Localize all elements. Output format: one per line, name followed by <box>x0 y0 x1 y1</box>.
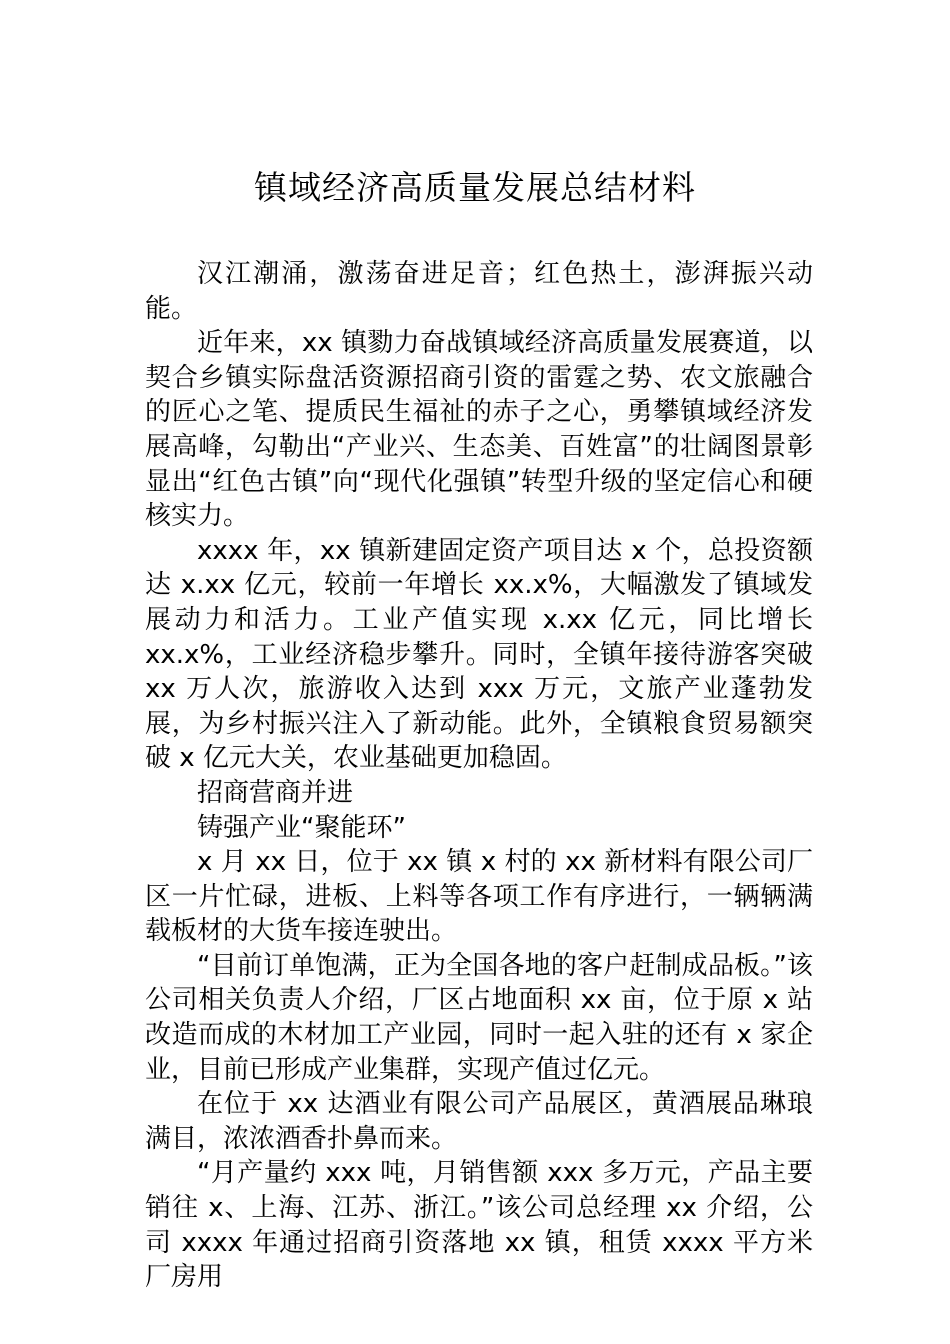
document-body <box>145 257 813 1295</box>
paragraph: 近年来，xx 镇勠力奋战镇域经济高质量发展赛道，以契合乡镇实际盘活资源招商引资的雷霆之势、农文旅融合的匠心之笔、提质民生福祉的赤子之心，勇攀镇域经济发展高峰，勾勒出“产业兴、生态美、百姓富”的壮阔图景彰显出“红色古镇”向“现代化强镇”转型升级的坚定信心和硬核实力。 <box>145 328 813 532</box>
document-title: 镇域经济高质量发展总结材料 <box>254 168 696 207</box>
paragraph: 在位于 xx 达酒业有限公司产品展区，黄酒展品琳琅满目，浓浓酒香扑鼻而来。 <box>145 1089 813 1154</box>
paragraph: “目前订单饱满，正为全国各地的客户赶制成品板。”该公司相关负责人介绍，厂区占地面积 xx 亩，位于原 x 站改造而成的木材加工产业园，同时一起入驻的还有 x 家企业，目前已形成产业集群，实现产值过亿元。 <box>145 950 813 1085</box>
section-heading: 招商营商并进 <box>197 777 354 808</box>
section-subheading: 铸强产业“聚能环” <box>197 812 406 843</box>
paragraph: xxxx 年，xx 镇新建固定资产项目达 x 个，总投资额达 x.xx 亿元，较前一年增长 xx.x%，大幅激发了镇域发展动力和活力。工业产值实现 x.xx 亿元，同比增长 xx.x%，工业经济稳步攀升。同时，全镇年接待游客突破 xx 万人次，旅游收入达到 xxx 万元，文旅产业蓬勃发展，为乡村振兴注入了新动能。此外，全镇粮食贸易额突破 x 亿元大关，农业基础更加稳固。 <box>145 535 813 774</box>
paragraph: x 月 xx 日，位于 xx 镇 x 村的 xx 新材料有限公司厂区一片忙碌，进板、上料等各项工作有序进行，一辆辆满载板材的大货车接连驶出。 <box>145 847 813 947</box>
paragraph: 汉江潮涌，激荡奋进足音；红色热土，澎湃振兴动能。 <box>145 259 813 324</box>
paragraph: “月产量约 xxx 吨，月销售额 xxx 多万元，产品主要销往 x、上海、江苏、浙江。”该公司总经理 xx 介绍，公司 xxxx 年通过招商引资落地 xx 镇，租赁 xxxx 平方米厂房用 <box>145 1158 813 1293</box>
